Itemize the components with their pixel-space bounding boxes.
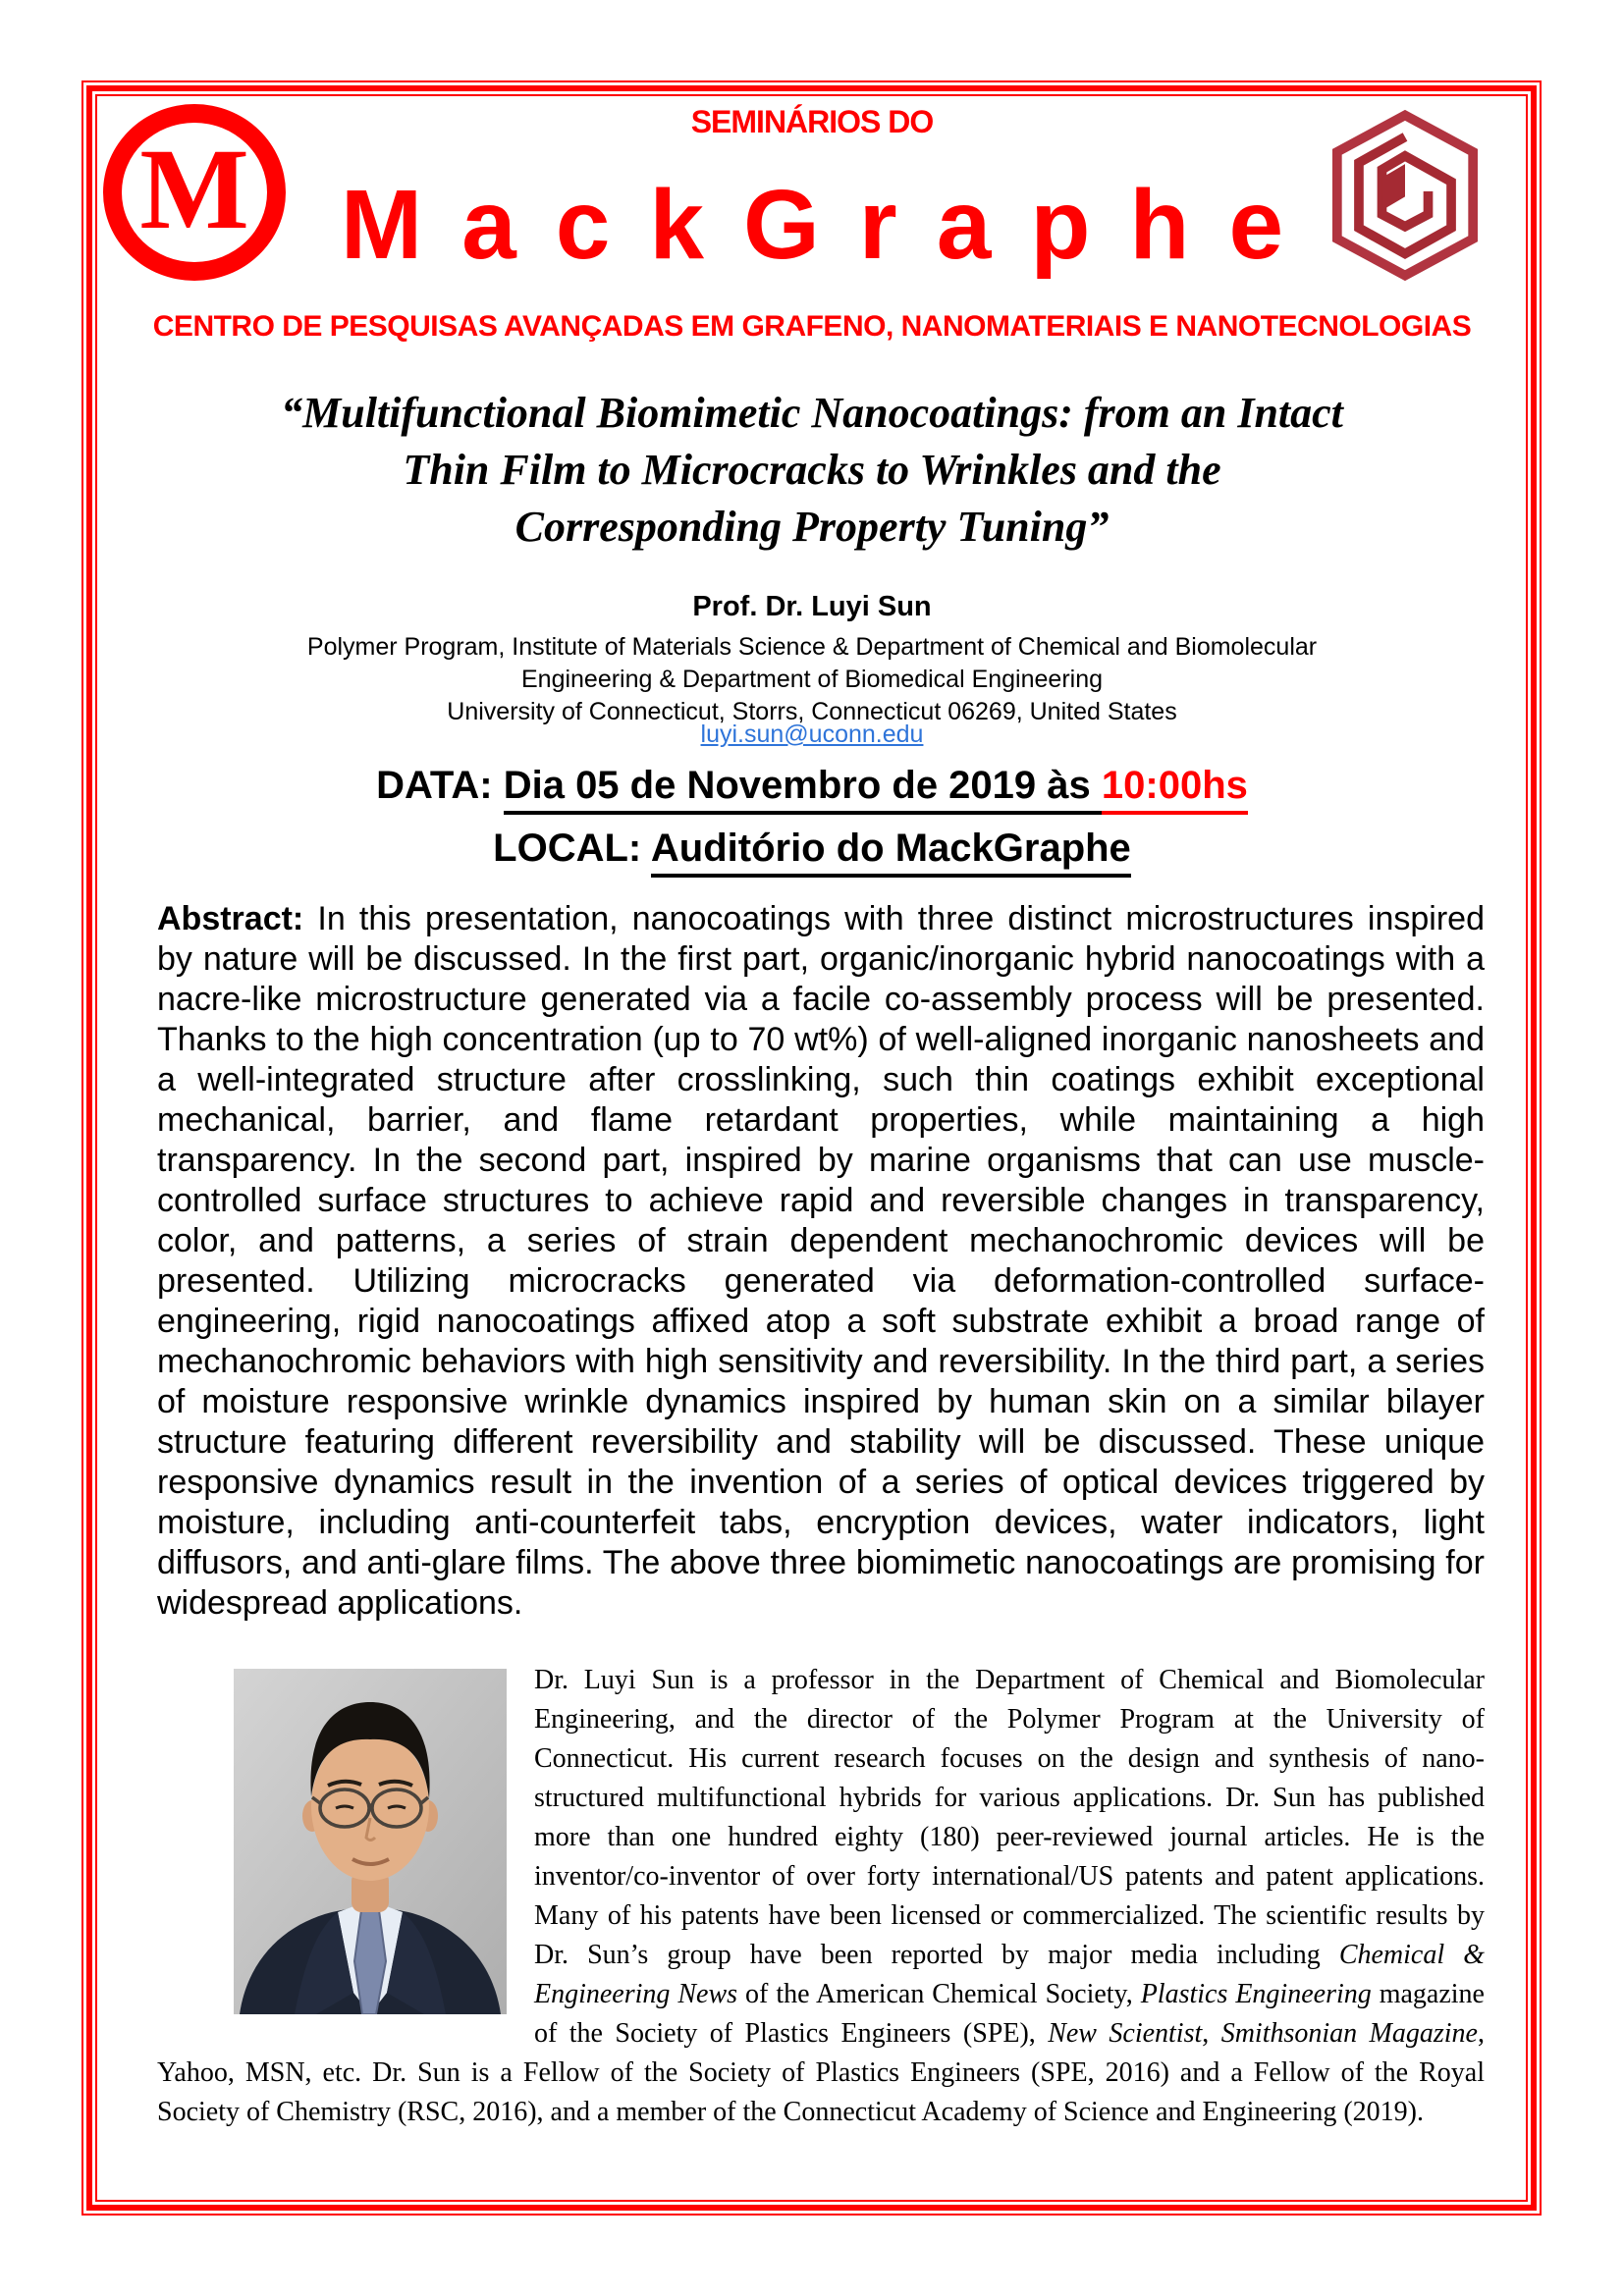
seminar-title <box>98 385 1526 556</box>
affiliation-line-3: University of Connecticut, Storrs, Connecticut 06269, United States <box>447 698 1177 725</box>
email-row <box>98 721 1526 749</box>
speaker-name: Prof. Dr. Luyi Sun <box>692 591 932 622</box>
bio-text: Dr. Luyi Sun is a professor in the Department of Chemical and Biomolecular Engineering, and the director of the Polymer Program at the University of Connecticut. His current research focuses on the design and synthesis of nano-structured multifunctional hybrids for various applications. Dr. Sun has published more than one hundred eighty (180) peer-reviewed journal articles. He is the inventor/co-inventor of over forty international/US patents and patent applications. Many of his patents have been licensed or commercialized. The scientific results by Dr. Sun’s group have been reported by major media including Chemical & Engineering News of the American Chemical Society, Plastics Engineering magazine of the Society of Plastics Engineers (SPE), New Scientist, Smithsonian Magazine, Yahoo, MSN, etc. Dr. Sun is a Fellow of the Society of Plastics Engineers (SPE, 2016) and a Fellow of the Royal Society of Chemistry (RSC, 2016), and a member of the Connecticut Academy of Science and Engineering (2019). <box>157 1665 1485 2127</box>
event-date-line <box>98 764 1526 808</box>
title-line-1: “Multifunctional Biomimetic Nanocoatings: from an Intact <box>281 389 1343 437</box>
event-location-value: Auditório do MackGraphe <box>651 827 1131 878</box>
m-logo-letter: M <box>139 125 249 253</box>
brand-title: MackGraphe <box>340 170 1324 280</box>
event-date-label: DATA: <box>376 764 504 807</box>
mackgraphe-hexagon-logo-icon <box>1324 104 1487 287</box>
speaker-photo <box>234 1669 507 2014</box>
abstract-text: In this presentation, nanocoatings with three distinct microstructures inspired by nature will be discussed. In the first part, organic/inorganic hybrid nanocoatings with a nacre-like microstructure generated via a facile co-assembly process will be presented. Thanks to the high concentration (up to 70 wt%) of well-aligned inorganic nanosheets and a well-integrated structure after crosslinking, such thin coatings exhibit exceptional mechanical, barrier, and flame retardant properties, while maintaining a high transparency. In the second part, inspired by marine organisms that can use muscle-controlled surface structures to achieve rapid and reversible changes in transparency, color, and patterns, a series of strain dependent mechanochromic devices will be presented. Utilizing microcracks generated via deformation-controlled surface-engineering, rigid nanocoatings affixed atop a soft substrate exhibit a broad range of mechanochromic behaviors with high sensitivity and reversibility. In the third part, a series of moisture responsive wrinkle dynamics inspired by human skin on a similar bilayer structure featuring different reversibility and stability will be discussed. These unique responsive dynamics result in the invention of a series of optical devices triggered by moisture, including anti-counterfeit tabs, encryption devices, water indicators, light diffusors, and anti-glare films. The above three biomimetic nanocoatings are promising for widespread applications. <box>157 900 1485 1622</box>
bio-paragraph <box>157 1661 1485 2132</box>
email-link[interactable]: luyi.sun@uconn.edu <box>700 721 924 748</box>
title-line-3: Corresponding Property Tuning” <box>514 503 1110 551</box>
speaker-affiliation <box>98 631 1526 728</box>
affiliation-line-1: Polymer Program, Institute of Materials Science & Department of Chemical and Biomolecular <box>306 633 1318 661</box>
event-time-value: 10:00hs <box>1102 764 1248 815</box>
affiliation-line-2: Engineering & Department of Biomedical Engineering <box>520 666 1104 693</box>
event-location-line <box>98 827 1526 871</box>
event-location-label: LOCAL: <box>493 827 651 870</box>
seminar-kicker: SEMINÁRIOS DO <box>690 104 934 139</box>
abstract-label: Abstract: <box>157 900 304 937</box>
event-date-value: Dia 05 de Novembro de 2019 às <box>504 764 1102 815</box>
abstract-paragraph <box>157 899 1485 1624</box>
center-subtitle: CENTRO DE PESQUISAS AVANÇADAS EM GRAFENO, NANOMATERIAIS E NANOTECNOLOGIAS <box>152 310 1472 343</box>
speaker-portrait-illustration <box>234 1669 507 2014</box>
title-line-2: Thin Film to Microcracks to Wrinkles and the <box>403 446 1221 494</box>
